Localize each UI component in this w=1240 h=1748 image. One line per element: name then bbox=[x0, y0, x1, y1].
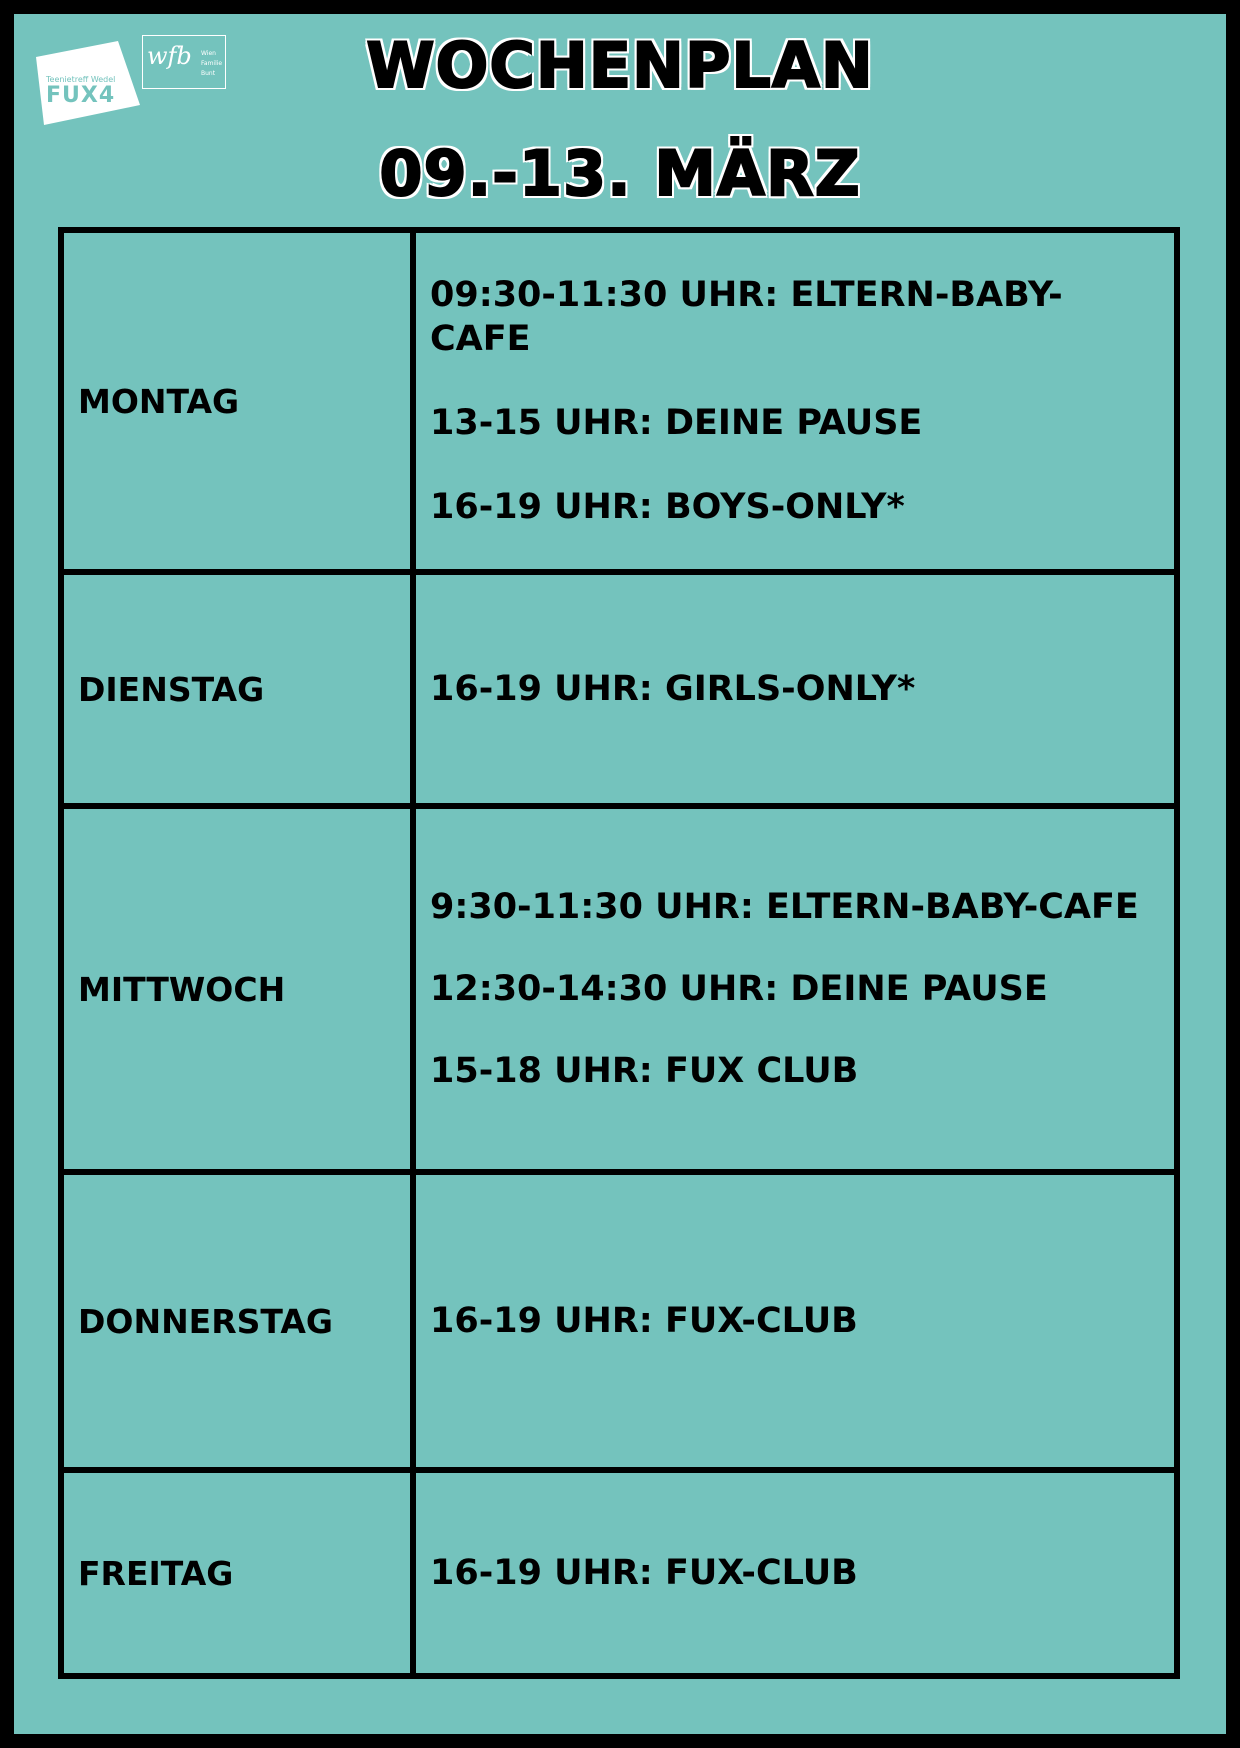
day-cell: DIENSTAG bbox=[61, 572, 413, 806]
events-cell bbox=[413, 572, 1177, 806]
date-range: 09.-13. MÄRZ bbox=[379, 137, 861, 210]
event-item: 16-19 UHR: FUX-CLUB bbox=[430, 1301, 858, 1341]
table-row-mittwoch bbox=[61, 806, 1177, 1172]
table-row-donnerstag bbox=[61, 1172, 1177, 1470]
logo-name: FUX4 bbox=[46, 83, 116, 108]
table-row-dienstag bbox=[61, 572, 1177, 806]
events-cell bbox=[413, 1172, 1177, 1470]
table-row-freitag bbox=[61, 1470, 1177, 1676]
event-item: 9:30-11:30 UHR: ELTERN-BABY-CAFE bbox=[430, 887, 1139, 927]
partner-line-2: Familie bbox=[201, 60, 223, 67]
event-item: 15-18 UHR: FUX CLUB bbox=[430, 1051, 859, 1091]
page-title: WOCHENPLAN bbox=[366, 29, 874, 102]
events-cell bbox=[413, 230, 1177, 572]
event-item: 16-19 UHR: FUX-CLUB bbox=[430, 1553, 858, 1593]
event-item: 13-15 UHR: DEINE PAUSE bbox=[430, 403, 923, 443]
event-item: 16-19 UHR: BOYS-ONLY* bbox=[430, 487, 905, 527]
event-item: 12:30-14:30 UHR: DEINE PAUSE bbox=[430, 969, 1048, 1009]
logo-top-line: Teenietreff Wedel bbox=[46, 75, 116, 84]
table-row-montag bbox=[61, 230, 1177, 572]
event-item: 09:30-11:30 UHR: ELTERN-BABY-CAFE bbox=[430, 275, 1063, 359]
day-cell: MITTWOCH bbox=[61, 806, 413, 1172]
events-cell bbox=[413, 1470, 1177, 1676]
day-cell: DONNERSTAG bbox=[61, 1172, 413, 1470]
partner-line-3: Bunt bbox=[201, 70, 216, 77]
event-item: 16-19 UHR: GIRLS-ONLY* bbox=[430, 669, 916, 709]
day-cell: MONTAG bbox=[61, 230, 413, 572]
events-cell bbox=[413, 806, 1177, 1172]
schedule-table bbox=[58, 227, 1180, 1679]
day-cell: FREITAG bbox=[61, 1470, 413, 1676]
poster bbox=[14, 14, 1226, 1734]
partner-mark: wfb bbox=[147, 42, 192, 70]
partner-line-1: Wien bbox=[201, 50, 216, 57]
